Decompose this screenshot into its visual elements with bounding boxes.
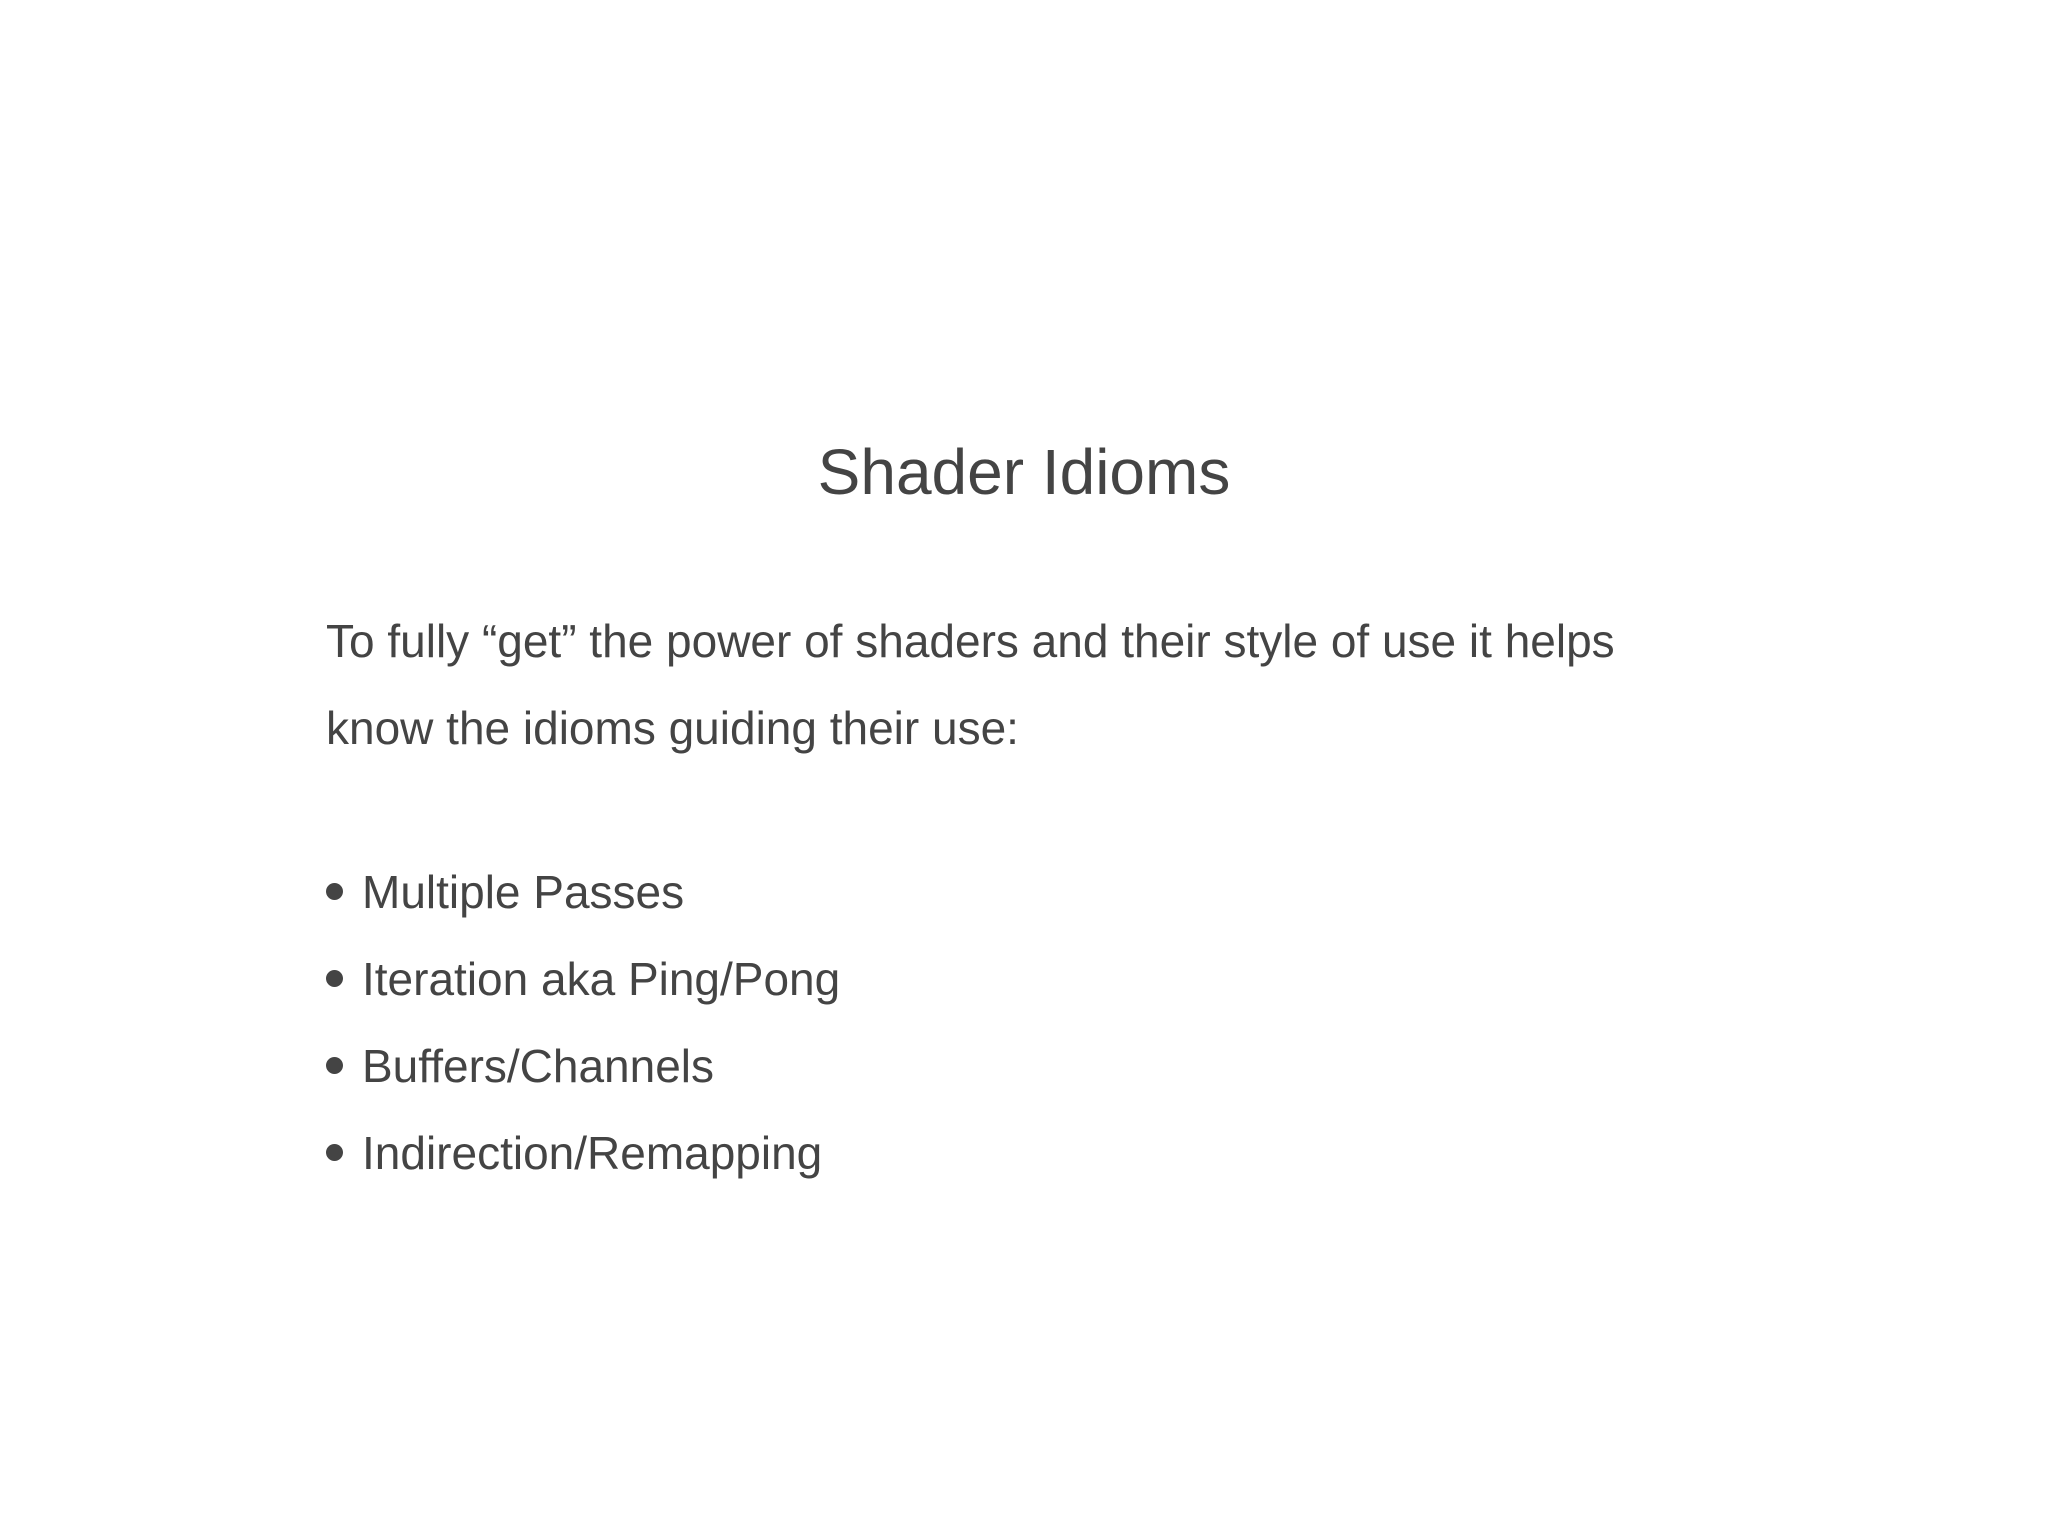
list-item-label: Indirection/Remapping — [362, 1126, 823, 1179]
intro-line-1: To fully “get” the power of shaders and their style of use it helps — [326, 615, 1615, 667]
list-item — [326, 1022, 840, 1109]
intro-line-2: know the idioms guiding their use: — [326, 702, 1019, 754]
list-item — [326, 848, 840, 935]
list-item-label: Buffers/Channels — [362, 1039, 715, 1092]
list-item-label: Multiple Passes — [362, 865, 685, 918]
bullet-icon — [326, 883, 343, 900]
list-item — [326, 935, 840, 1022]
bullet-icon — [326, 1057, 343, 1074]
idiom-list — [326, 848, 840, 1196]
slide-title: Shader Idioms — [817, 436, 1231, 508]
bullet-icon — [326, 1144, 343, 1161]
list-item-label: Iteration aka Ping/Pong — [362, 952, 841, 1005]
list-item — [326, 1109, 840, 1196]
intro-paragraph — [326, 598, 1786, 772]
bullet-icon — [326, 970, 343, 987]
